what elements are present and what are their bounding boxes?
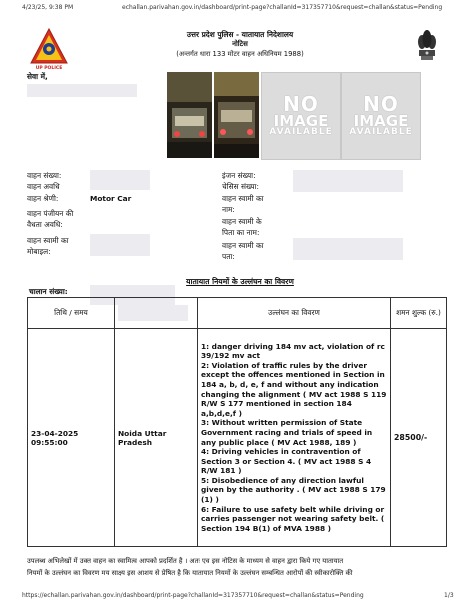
header-place — [115, 298, 198, 329]
vahan-shreni-label: वाहन श्रेणी: — [27, 194, 59, 203]
bottom-text-line-1: उपलब्ध अभिलेखों में उक्त वाहन का स्वामित्व आपको प्रदर्शित है । अतः एव इस नोटिस के माध्यम से वाहन द्वारा किये गए यातायात — [27, 557, 344, 565]
violation-date: 23-04-2025 — [31, 428, 79, 438]
violation-table — [27, 297, 447, 547]
violation-item: 4: Driving vehicles in contravention of Section 3 or Section 4. ( MV act 1988 S 4 R/W 181 ) — [201, 447, 372, 476]
header-fine: शमन शुल्क (रु.) — [391, 298, 447, 329]
cell-fine: 28500/- — [391, 329, 447, 547]
violation-item: 5: Disobedience of any direction lawful given by the authority . ( MV act 1988 S 179 (1) ) — [201, 475, 386, 505]
header-datetime: तिथि / समय — [28, 298, 115, 329]
panjiyan-label-2: वैधता अवधि: — [27, 220, 63, 229]
engine-label: इंजन संख्या: — [222, 171, 256, 180]
national-emblem-icon — [416, 26, 438, 62]
challan-number-label: चालान संख्या: — [29, 287, 68, 296]
chassis-label: चेसिस संख्या: — [222, 182, 259, 191]
address-label-1: वाहन स्वामी का — [222, 241, 264, 250]
notice-title: नोटिस — [232, 40, 248, 48]
cell-violations — [198, 329, 391, 547]
owner-name-label-1: वाहन स्वामी का — [222, 194, 264, 203]
up-police-logo — [29, 27, 69, 67]
violation-time: 09:55:00 — [31, 437, 68, 447]
bottom-text-line-2: नियमों के उल्लंघन का विवरण मय साक्ष्य इस आशय से प्रेषित है कि यातायात नियमों के उल्लंघन सम्बन्धित आरोपों की स्वीकारोक्ति की — [27, 569, 353, 577]
engine-chassis-redacted — [293, 170, 403, 192]
table-row — [28, 329, 447, 547]
owner-name-label-2: नाम: — [222, 205, 235, 214]
address-label-2: पता: — [222, 252, 235, 261]
no-image-placeholder-2: NO IMAGE AVAILABLE — [341, 72, 421, 160]
vahan-shreni-value: Motor Car — [90, 194, 132, 203]
act-subtitle: (अन्तर्गत धारा 133 मोटर वाहन अधिनियम 1988) — [176, 50, 304, 58]
mobile-label-1: वाहन स्वामी का — [27, 236, 69, 245]
father-label-2: पिता का नाम: — [222, 228, 260, 237]
vahan-avadhi-label: वाहन अवधि — [27, 182, 60, 191]
violation-item: 3: Without written permission of State Government racing and trials of speed in any public place ( MV Act 1988, 189 ) — [201, 418, 373, 447]
dept-title: उत्तर प्रदेश पुलिस - यातायात निदेशालय — [186, 30, 294, 39]
table-header-row — [28, 298, 447, 329]
evidence-photo-1 — [167, 72, 212, 158]
violation-item: 1: danger driving 184 mv act, violation of rc 39/192 mv act — [201, 341, 385, 361]
logo-caption: UP POLICE — [35, 66, 63, 71]
place-line-1: Noida Uttar — [118, 428, 167, 438]
mobile-redacted — [90, 234, 150, 256]
panjiyan-label-1: वाहन पंजीयन की — [27, 209, 74, 218]
mobile-label-2: मोबाइल: — [27, 247, 51, 256]
address-redacted — [293, 238, 403, 260]
print-url: echallan.parivahan.gov.in/dashboard/print-page?challanId=317357710&request=challan&status=Pending — [122, 4, 443, 11]
print-page-number: 1/3 — [444, 592, 454, 599]
vahan-sankhya-label: वाहन संख्या: — [27, 171, 62, 180]
violation-item: 2: Violation of traffic rules by the driver except the offences mentioned in Section in 184 a, b, d, e, f and without any indication changing the alignment ( MV act 1988 S 119 R/W S 177 mentioned in section 184 a,b,d,e,f ) — [201, 360, 387, 418]
print-timestamp: 4/23/25, 9:38 PM — [22, 4, 74, 11]
section-title: यातायात नियमों के उल्लंघन का विवरण — [186, 277, 294, 286]
evidence-photo-2 — [214, 72, 259, 158]
police-emblem-icon — [29, 27, 69, 67]
print-footer-url: https://echallan.parivahan.gov.in/dashboard/print-page?challanId=317357710&request=challan&status=Pending — [22, 592, 364, 599]
header-violation: उल्लंघन का विवरण — [198, 298, 391, 329]
violation-item: 6: Failure to use safety belt while driving or carries passenger not wearing safety belt. ( Section 194 B(1) of MVA 1988 ) — [201, 504, 385, 533]
header-place-redacted — [118, 305, 188, 321]
cell-place — [115, 329, 198, 547]
father-label-1: वाहन स्वामी के — [222, 217, 262, 226]
place-line-2: Pradesh — [118, 437, 153, 447]
seva-label: सेवा में, — [27, 72, 48, 81]
vahan-sankhya-redacted — [90, 170, 150, 190]
ashoka-emblem — [416, 26, 438, 62]
cell-datetime — [28, 329, 115, 547]
recipient-redacted — [27, 84, 137, 97]
no-image-placeholder-1: NO IMAGE AVAILABLE — [261, 72, 341, 160]
